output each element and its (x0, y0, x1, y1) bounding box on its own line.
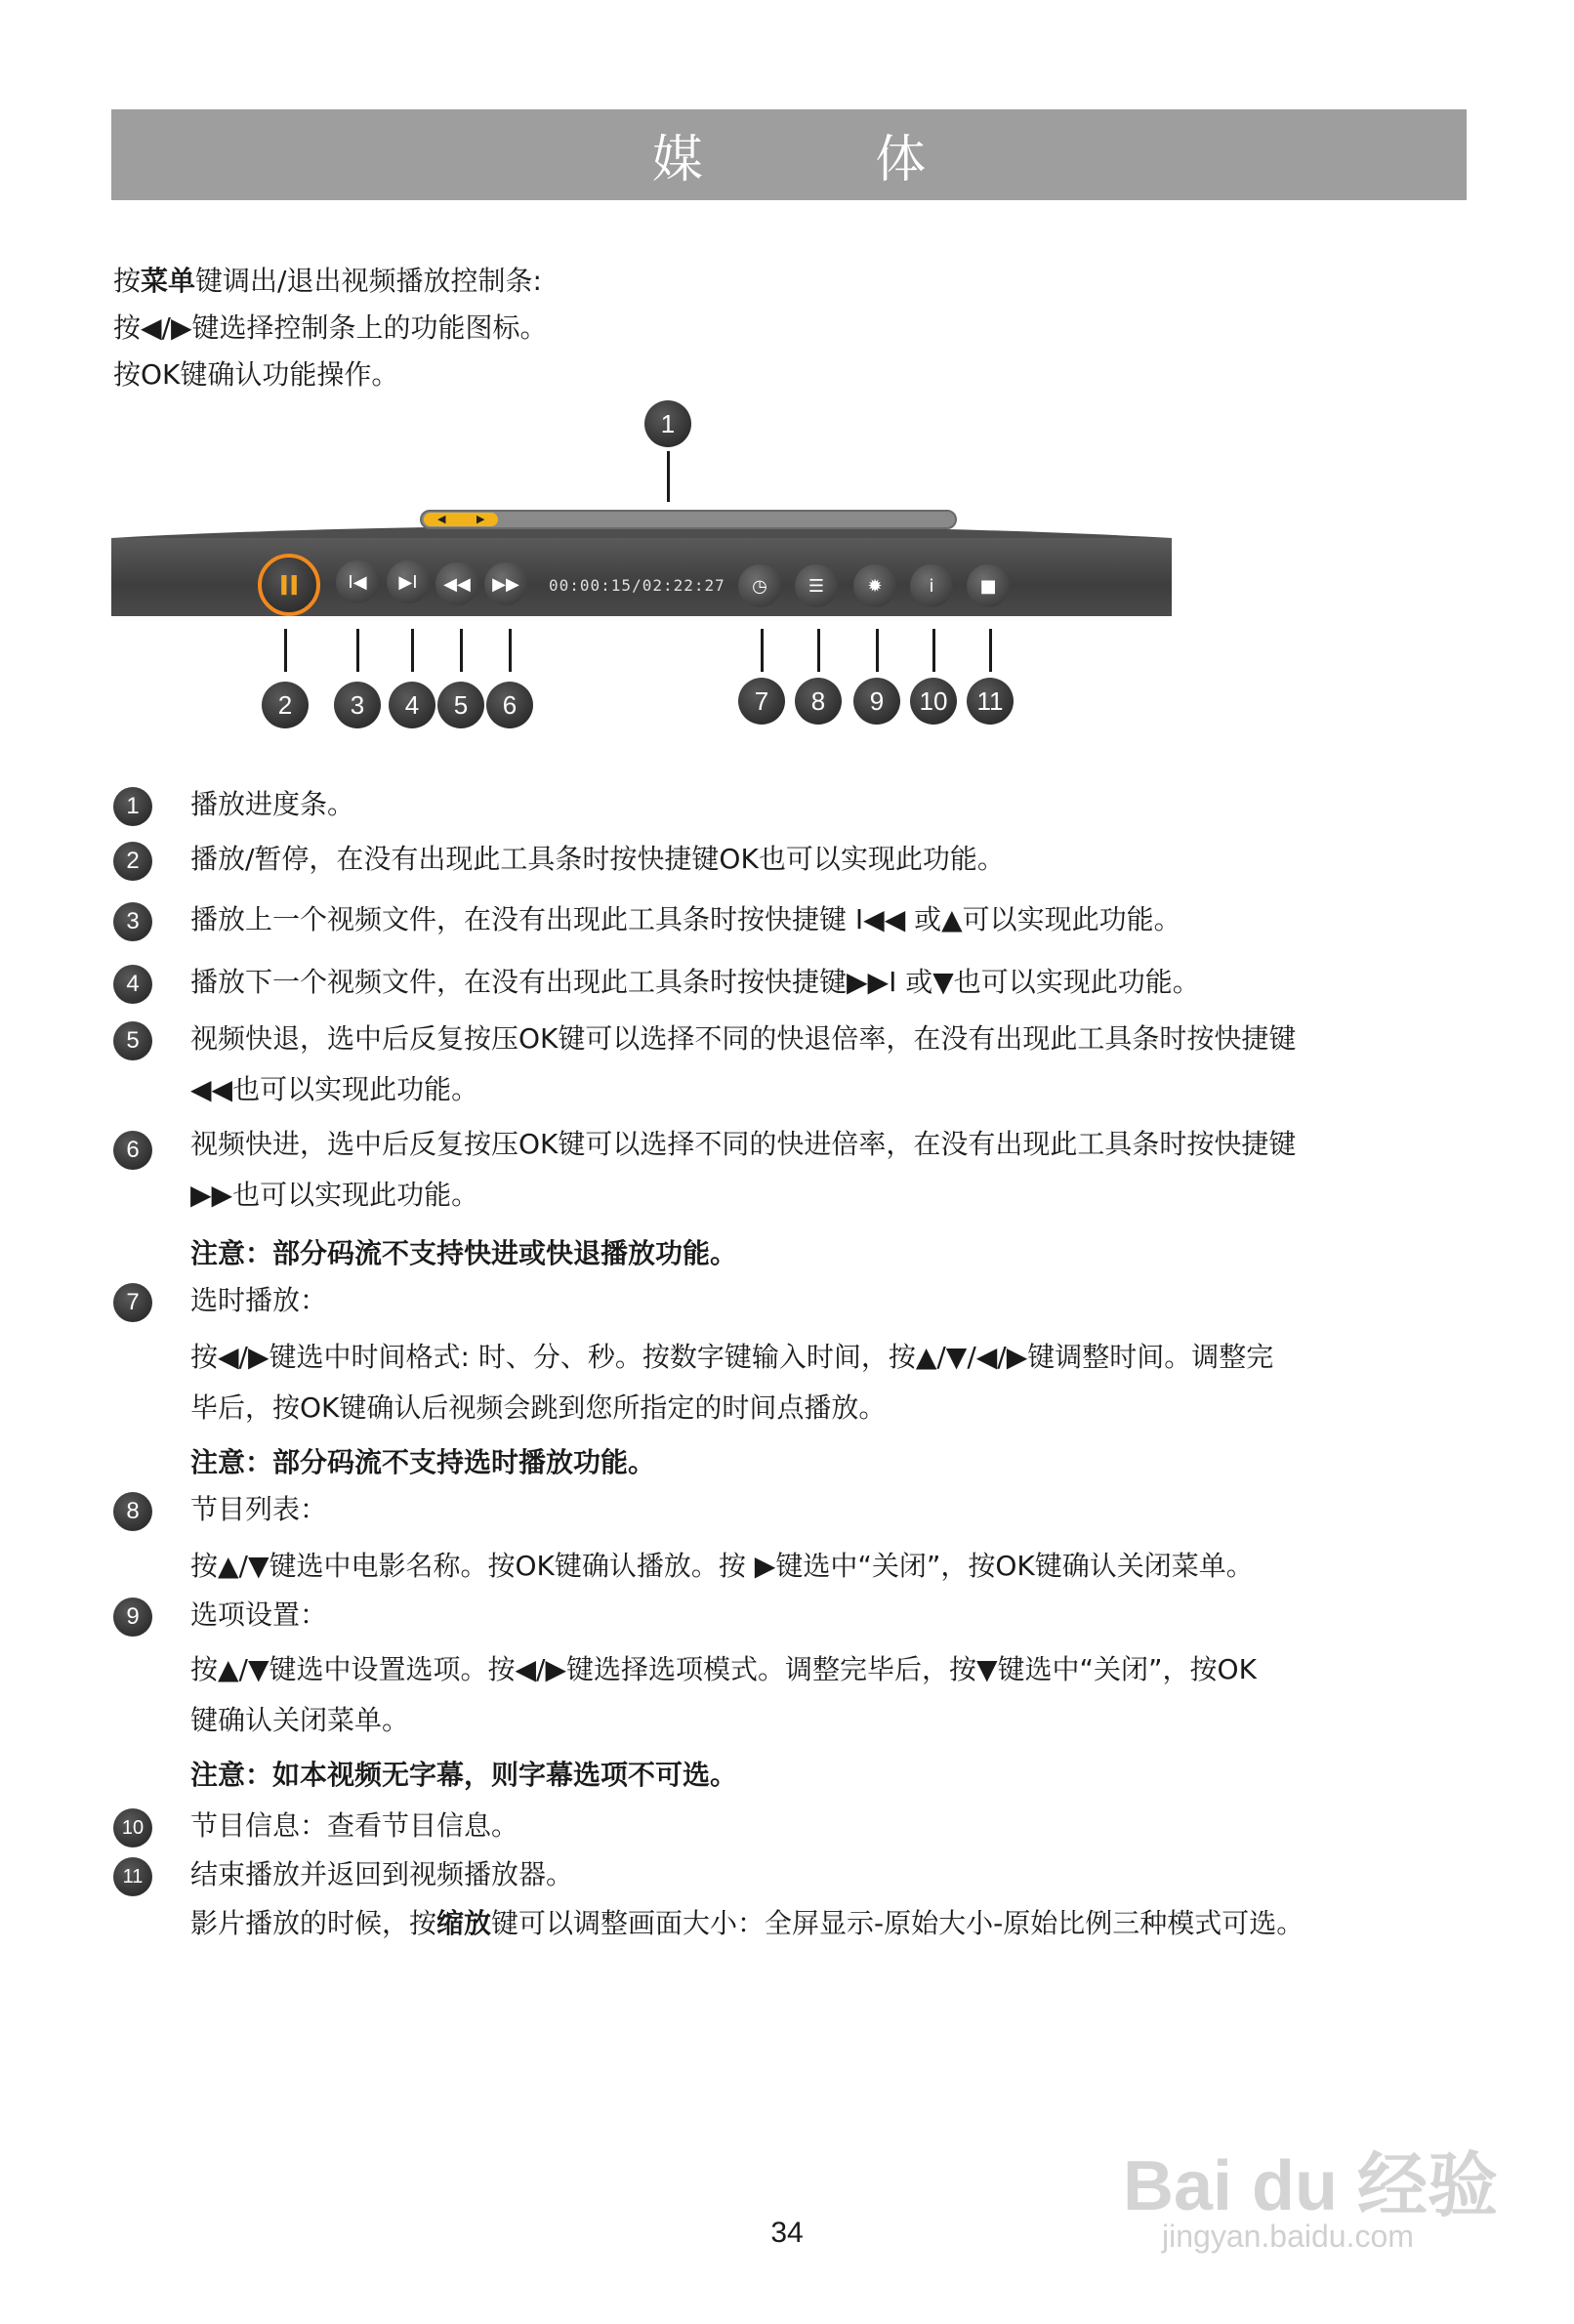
item-7-text-2: 按◀/▶键选中时间格式: 时、分、秒。按数字键输入时间，按▲/▼/◀/▶键调整时间。调整完 (190, 1341, 1274, 1373)
watermark-logo-text: Bai du 经验 (1123, 2147, 1499, 2225)
item-9-text-2: 按▲/▼键选中设置选项。按◀/▶键选择选项模式。调整完毕后，按▼键选中“关闭”，按OK (190, 1653, 1257, 1685)
item-7-text-3: 毕后，按OK键确认后视频会跳到您所指定的时间点播放。 (190, 1391, 887, 1424)
watermark-url: jingyan.baidu.com (1162, 2219, 1414, 2254)
rewind-button[interactable] (435, 562, 478, 605)
time-seek-button[interactable] (738, 564, 781, 607)
callout-line-2 (284, 629, 287, 672)
callout-line-11 (989, 629, 992, 672)
callout-line-9 (876, 629, 879, 672)
callout-line-8 (817, 629, 820, 672)
progress-left-arrow-icon: ◀ (437, 513, 446, 525)
item-badge-3: 3 (113, 902, 152, 941)
previous-icon: I◀ (348, 571, 367, 593)
fast-forward-icon: ▶▶ (492, 573, 519, 595)
item-badge-2: 2 (113, 842, 152, 881)
clock-icon: ◷ (752, 575, 767, 597)
playlist-button[interactable] (795, 564, 838, 607)
item-4-text: 播放下一个视频文件，在没有出现此工具条时按快捷键▶▶I 或▼也可以实现此功能。 (190, 966, 1200, 998)
callout-11: 11 (967, 678, 1014, 725)
menu-key-label: 菜单 (141, 265, 196, 297)
next-icon: ▶I (398, 571, 418, 593)
item-badge-7: 7 (113, 1283, 152, 1322)
callout-3: 3 (334, 682, 381, 728)
item-7-note: 注意：部分码流不支持选时播放功能。 (190, 1446, 656, 1478)
item-9-note: 注意：如本视频无字幕，则字幕选项不可选。 (190, 1759, 738, 1791)
progress-right-arrow-icon: ▶ (476, 513, 485, 525)
item-8-text-2: 按▲/▼键选中电影名称。按OK键确认播放。按 ▶键选中“关闭”，按OK键确认关闭菜单。 (190, 1550, 1254, 1582)
stop-icon: ■ (979, 575, 997, 597)
intro-line-3: 按OK键确认功能操作。 (113, 358, 399, 391)
intro-line-1: 按菜单键调出/退出视频播放控制条: (113, 265, 542, 297)
item-1-text: 播放进度条。 (190, 788, 355, 820)
item-10-text: 节目信息：查看节目信息。 (190, 1809, 519, 1842)
item-6-text: 视频快进，选中后反复按压OK键可以选择不同的快进倍率，在没有出现此工具条时按快捷键 (190, 1128, 1297, 1160)
item-2-text: 播放/暂停，在没有出现此工具条时按快捷键OK也可以实现此功能。 (190, 843, 1005, 875)
settings-icon: ✹ (867, 575, 883, 597)
callout-line-5 (460, 629, 463, 672)
item-11-text: 结束播放并返回到视频播放器。 (190, 1858, 574, 1890)
item-badge-5: 5 (113, 1021, 152, 1060)
item-5-text: 视频快退，选中后反复按压OK键可以选择不同的快退倍率，在没有出现此工具条时按快捷键 (190, 1022, 1297, 1055)
item-9-text-3: 键确认关闭菜单。 (190, 1704, 410, 1736)
item-badge-10: 10 (113, 1808, 152, 1847)
progress-fill (424, 513, 498, 526)
item-badge-1: 1 (113, 787, 152, 826)
progress-bar[interactable] (420, 510, 957, 529)
callout-2: 2 (262, 682, 309, 728)
fast-forward-button[interactable] (484, 562, 527, 605)
item-3-text: 播放上一个视频文件，在没有出现此工具条时按快捷键 I◀◀ 或▲可以实现此功能。 (190, 903, 1181, 935)
item-badge-11: 11 (113, 1857, 152, 1896)
settings-button[interactable] (853, 564, 896, 607)
item-11-text-2: 影片播放的时候，按缩放键可以调整画面大小：全屏显示-原始大小-原始比例三种模式可选。 (190, 1907, 1305, 1939)
item-9-text: 选项设置： (190, 1598, 328, 1631)
item-badge-8: 8 (113, 1492, 152, 1531)
item-6-text-2: ▶▶也可以实现此功能。 (190, 1179, 479, 1211)
callout-line-1 (667, 451, 670, 502)
callout-4: 4 (389, 682, 435, 728)
item-badge-6: 6 (113, 1131, 152, 1170)
pause-button[interactable] (258, 554, 320, 616)
info-icon: i (929, 575, 934, 597)
zoom-key-label: 缩放 (436, 1907, 492, 1939)
callout-7: 7 (738, 678, 785, 725)
list-icon: ☰ (808, 575, 825, 597)
timecode: 00:00:15/02:22:27 (549, 576, 725, 595)
info-button[interactable] (910, 564, 953, 607)
next-button[interactable] (387, 560, 430, 603)
page-number: 34 (770, 2217, 804, 2249)
intro-line-2: 按◀/▶键选择控制条上的功能图标。 (113, 311, 548, 344)
section-title: 媒 体 (651, 131, 1005, 189)
callout-9: 9 (853, 678, 900, 725)
previous-button[interactable] (336, 560, 379, 603)
item-6-note: 注意：部分码流不支持快进或快退播放功能。 (190, 1237, 738, 1269)
callout-line-7 (761, 629, 764, 672)
callout-line-3 (356, 629, 359, 672)
pause-icon: II (278, 568, 300, 602)
callout-6: 6 (486, 682, 533, 728)
callout-line-10 (932, 629, 935, 672)
item-badge-9: 9 (113, 1598, 152, 1637)
item-5-text-2: ◀◀也可以实现此功能。 (190, 1073, 479, 1105)
rewind-icon: ◀◀ (443, 573, 471, 595)
item-7-text: 选时播放： (190, 1284, 328, 1316)
callout-5: 5 (437, 682, 484, 728)
callout-line-6 (509, 629, 512, 672)
callout-1: 1 (644, 400, 691, 447)
callout-line-4 (411, 629, 414, 672)
item-badge-4: 4 (113, 965, 152, 1004)
item-8-text: 节目列表： (190, 1493, 328, 1525)
callout-8: 8 (795, 678, 842, 725)
stop-button[interactable] (967, 564, 1010, 607)
callout-10: 10 (910, 678, 957, 725)
control-bar-diagram (0, 0, 1574, 762)
